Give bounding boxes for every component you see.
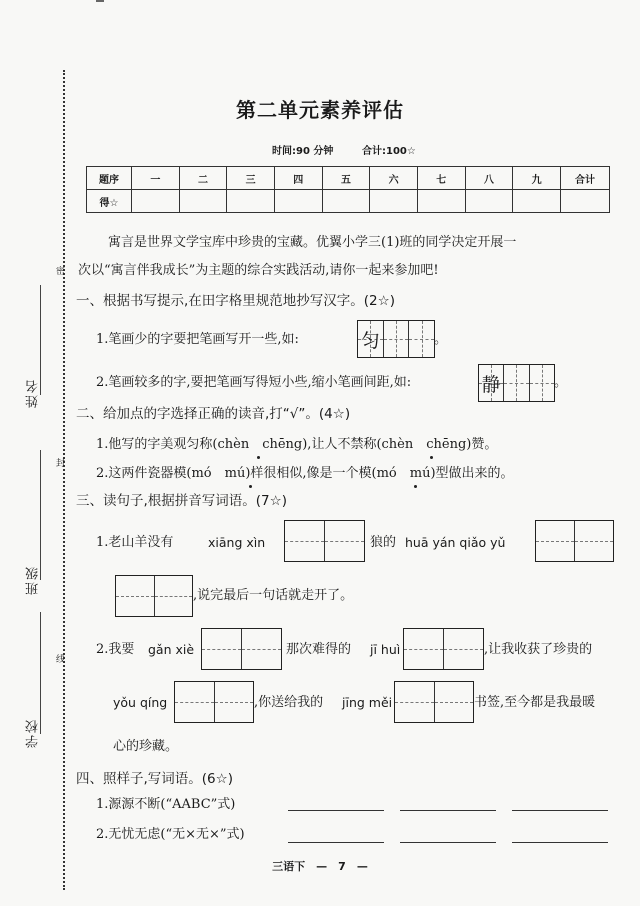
pinyin-huayanqiaoyu: huā yán qiǎo yǔ [405,535,506,550]
s1-q1-end: 。 [434,332,448,347]
score-cell[interactable] [561,190,610,213]
score-header-row [87,167,610,190]
answer-line[interactable] [288,842,384,843]
name-label: 姓名 [26,378,41,408]
score-col: 三 [227,167,275,190]
intro-line-2: 次以“寓言伴我成长”为主题的综合实践活动,请你一起来参加吧! [78,263,439,278]
grid-cell [479,365,504,401]
school-field[interactable] [40,612,41,734]
answer-grid-ganxie[interactable] [201,628,282,670]
s3-q2-e: 书签,至今都是我最暖 [474,695,596,710]
sample-char: 匀 [360,329,380,352]
grid-cell[interactable] [575,521,613,561]
score-col: 二 [179,167,227,190]
grid-cell[interactable] [404,629,444,669]
answer-line[interactable] [288,810,384,811]
grid-cell[interactable] [435,682,474,722]
score-col: 七 [417,167,465,190]
score-cell[interactable] [132,190,180,213]
score-col: 五 [322,167,370,190]
s3-q2-f: 心的珍藏。 [113,739,179,754]
emphasis-dot [257,456,260,459]
grid-cell[interactable] [536,521,575,561]
score-row-label: 得☆ [87,190,132,213]
s3-q2-d: ,你送给我的 [254,695,324,710]
s1-q2-grid[interactable] [478,364,555,402]
section3-heading: 三、读句子,根据拼音写词语。(7☆) [76,493,288,509]
s1-q2-end: 。 [554,375,568,390]
class-field[interactable] [40,450,41,580]
answer-grid-xiangxin[interactable] [284,520,365,562]
school-label: 学校 [26,718,41,748]
s2-q1: 1.他写的字美观匀称(chèn chēng),让人不禁称(chèn chēng)赞。 [96,437,498,452]
s3-q1-a: 1.老山羊没有 [96,535,174,550]
emphasis-dot [249,485,252,488]
grid-cell[interactable] [384,321,410,357]
pinyin-jingmei: jīng měi [342,695,393,710]
section2-heading: 二、给加点的字选择正确的读音,打“√”。(4☆) [76,406,351,422]
pinyin-xiangxin: xiāng xìn [208,535,266,550]
cut-char-2: 封 [56,459,66,469]
grid-cell [358,321,384,357]
grid-cell[interactable] [444,629,483,669]
answer-line[interactable] [400,842,496,843]
score-col: 六 [370,167,418,190]
answer-line[interactable] [400,810,496,811]
s3-q1-b: 狼的 [370,535,397,550]
score-cell[interactable] [227,190,275,213]
page-footer: 三语下 — 7 — [272,860,368,873]
sample-char: 静 [481,373,501,396]
s3-q2-b: 那次难得的 [286,642,352,657]
pinyin-jihui: jī huì [370,642,401,657]
grid-cell[interactable] [325,521,364,561]
section4-heading: 四、照样子,写词语。(6☆) [76,771,234,787]
s3-q2-c: ,让我收获了珍贵的 [484,642,593,657]
total-info: 合计:100☆ [362,146,416,157]
class-label: 班级 [26,565,41,595]
score-cell[interactable] [179,190,227,213]
grid-cell[interactable] [202,629,242,669]
s1-q1-grid[interactable] [357,320,435,358]
answer-grid-youqing[interactable] [174,681,254,723]
score-cell[interactable] [417,190,465,213]
answer-grid-jihui[interactable] [403,628,484,670]
intro-line-1: 寓言是世界文学宝库中珍贵的宝藏。优翼小学三(1)班的同学决定开展一 [108,235,517,250]
answer-grid-jingmei[interactable] [394,681,474,723]
grid-cell[interactable] [285,521,325,561]
score-cell[interactable] [513,190,561,213]
grid-cell[interactable] [530,365,554,401]
score-cell[interactable] [274,190,322,213]
pinyin-youqing: yǒu qíng [113,695,168,710]
score-value-row [87,190,610,213]
grid-cell[interactable] [409,321,434,357]
time-info: 时间:90 分钟 [272,146,334,157]
cut-char-3: 线 [56,655,66,665]
answer-line[interactable] [512,842,608,843]
s4-q1: 1.源源不断(“AABC”式) [96,797,236,812]
score-cell[interactable] [370,190,418,213]
grid-cell[interactable] [175,682,215,722]
score-col: 九 [513,167,561,190]
answer-grid-huayanqiaoyu-cont[interactable] [115,575,193,617]
answer-grid-huayanqiaoyu[interactable] [535,520,614,562]
grid-cell[interactable] [155,576,193,616]
emphasis-dot [414,485,417,488]
grid-cell[interactable] [242,629,281,669]
grid-cell[interactable] [504,365,529,401]
name-field[interactable] [40,285,41,395]
score-table [86,166,610,213]
score-col: 一 [132,167,180,190]
scan-mark [96,0,104,2]
page-title: 第二单元素养评估 [236,98,404,122]
s1-q1-text: 1.笔画少的字要把笔画写开一些,如: [96,332,299,347]
s1-q2-text: 2.笔画较多的字,要把笔画写得短小些,缩小笔画间距,如: [96,375,412,390]
s2-q2: 2.这两件瓷器模(mó mú)样很相似,像是一个模(mó mú)型做出来的。 [96,466,514,481]
score-col: 四 [274,167,322,190]
s4-q2: 2.无忧无虑(“无×无×”式) [96,827,245,842]
answer-line[interactable] [512,810,608,811]
score-col: 八 [465,167,513,190]
cut-char-1: 密 [56,267,66,277]
grid-cell[interactable] [215,682,254,722]
score-col: 题序 [87,167,132,190]
score-cell[interactable] [465,190,513,213]
score-cell[interactable] [322,190,370,213]
grid-cell[interactable] [395,682,435,722]
s3-q2-a: 2.我要 [96,642,135,657]
emphasis-dot [430,456,433,459]
binding-line [63,70,65,890]
pinyin-ganxie: gǎn xiè [148,642,195,657]
section1-heading: 一、根据书写提示,在田字格里规范地抄写汉字。(2☆) [76,293,396,309]
s3-q1-c: ,说完最后一句话就走开了。 [193,588,354,603]
grid-cell[interactable] [116,576,155,616]
score-col: 合计 [561,167,610,190]
